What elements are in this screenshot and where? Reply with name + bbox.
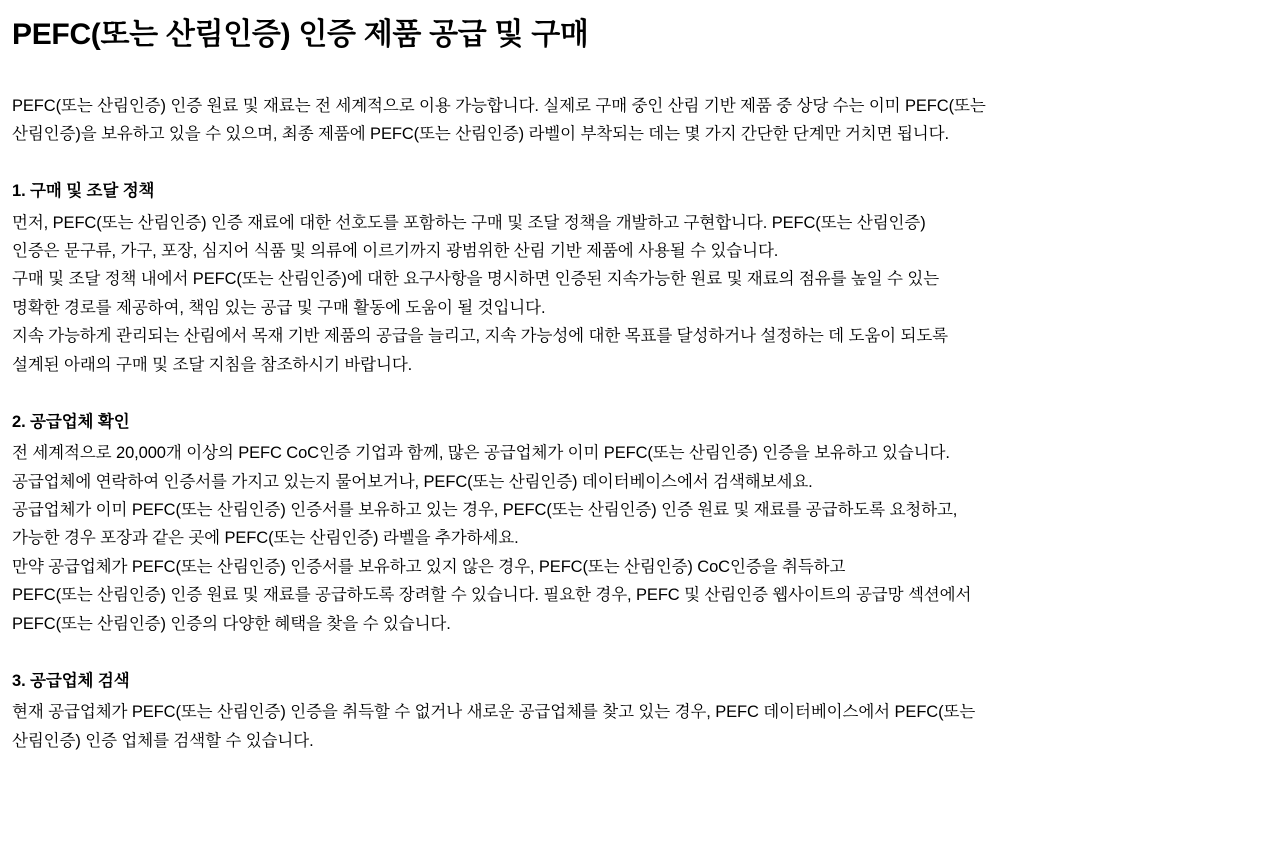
section-check-supplier <box>12 409 1259 638</box>
body-line: 명확한 경로를 제공하여, 책임 있는 공급 및 구매 활동에 도움이 될 것입니다. <box>12 298 546 317</box>
body-line: 구매 및 조달 정책 내에서 PEFC(또는 산림인증)에 대한 요구사항을 명시하면 인증된 지속가능한 원료 및 재료의 점유를 높일 수 있는 <box>12 270 940 289</box>
section-heading: 3. 공급업체 검색 <box>12 671 130 690</box>
body-line: 공급업체에 연락하여 인증서를 가지고 있는지 물어보거나, PEFC(또는 산림인증) 데이터베이스에서 검색해보세요. <box>12 472 813 491</box>
page-title: PEFC(또는 산림인증) 인증 제품 공급 및 구매 <box>12 18 589 51</box>
body-line: PEFC(또는 산림인증) 인증의 다양한 혜택을 찾을 수 있습니다. <box>12 614 451 633</box>
body-line: PEFC(또는 산림인증) 인증 원료 및 재료를 공급하도록 장려할 수 있습니다. 필요한 경우, PEFC 및 산림인증 웹사이트의 공급망 섹션에서 <box>12 586 972 605</box>
body-line: 인증은 문구류, 가구, 포장, 심지어 식품 및 의류에 이르기까지 광범위한 산림 기반 제품에 사용될 수 있습니다. <box>12 242 779 261</box>
section-heading: 2. 공급업체 확인 <box>12 412 130 431</box>
body-line: 만약 공급업체가 PEFC(또는 산림인증) 인증서를 보유하고 있지 않은 경우, PEFC(또는 산림인증) CoC인증을 취득하고 <box>12 557 846 576</box>
section-body <box>12 439 1259 638</box>
body-line: 지속 가능하게 관리되는 산림에서 목재 기반 제품의 공급을 늘리고, 지속 가능성에 대한 목표를 달성하거나 설정하는 데 도움이 되도록 <box>12 327 949 346</box>
body-line: 먼저, PEFC(또는 산림인증) 인증 재료에 대한 선호도를 포함하는 구매 및 조달 정책을 개발하고 구현합니다. PEFC(또는 산림인증) <box>12 213 926 232</box>
section-purchasing-policy <box>12 178 1259 379</box>
intro-line: 산림인증)을 보유하고 있을 수 있으며, 최종 제품에 PEFC(또는 산림인증) 라벨이 부착되는 데는 몇 가지 간단한 단계만 거치면 됩니다. <box>12 124 949 143</box>
section-search-supplier <box>12 668 1259 755</box>
section-heading: 1. 구매 및 조달 정책 <box>12 182 155 201</box>
section-body <box>12 209 1259 379</box>
body-line: 현재 공급업체가 PEFC(또는 산림인증) 인증을 취득할 수 없거나 새로운 공급업체를 찾고 있는 경우, PEFC 데이터베이스에서 PEFC(또는 <box>12 703 976 722</box>
intro-line: PEFC(또는 산림인증) 인증 원료 및 재료는 전 세계적으로 이용 가능합니다. 실제로 구매 중인 산림 기반 제품 중 상당 수는 이미 PEFC(또는 <box>12 96 986 115</box>
body-line: 전 세계적으로 20,000개 이상의 PEFC CoC인증 기업과 함께, 많은 공급업체가 이미 PEFC(또는 산림인증) 인증을 보유하고 있습니다. <box>12 444 950 463</box>
body-line: 가능한 경우 포장과 같은 곳에 PEFC(또는 산림인증) 라벨을 추가하세요. <box>12 529 519 548</box>
intro-paragraph <box>12 92 1259 149</box>
section-body <box>12 698 1259 755</box>
body-line: 공급업체가 이미 PEFC(또는 산림인증) 인증서를 보유하고 있는 경우, PEFC(또는 산림인증) 인증 원료 및 재료를 공급하도록 요청하고, <box>12 501 958 520</box>
body-line: 설계된 아래의 구매 및 조달 지침을 참조하시기 바랍니다. <box>12 355 413 374</box>
body-line: 산림인증) 인증 업체를 검색할 수 있습니다. <box>12 731 314 750</box>
